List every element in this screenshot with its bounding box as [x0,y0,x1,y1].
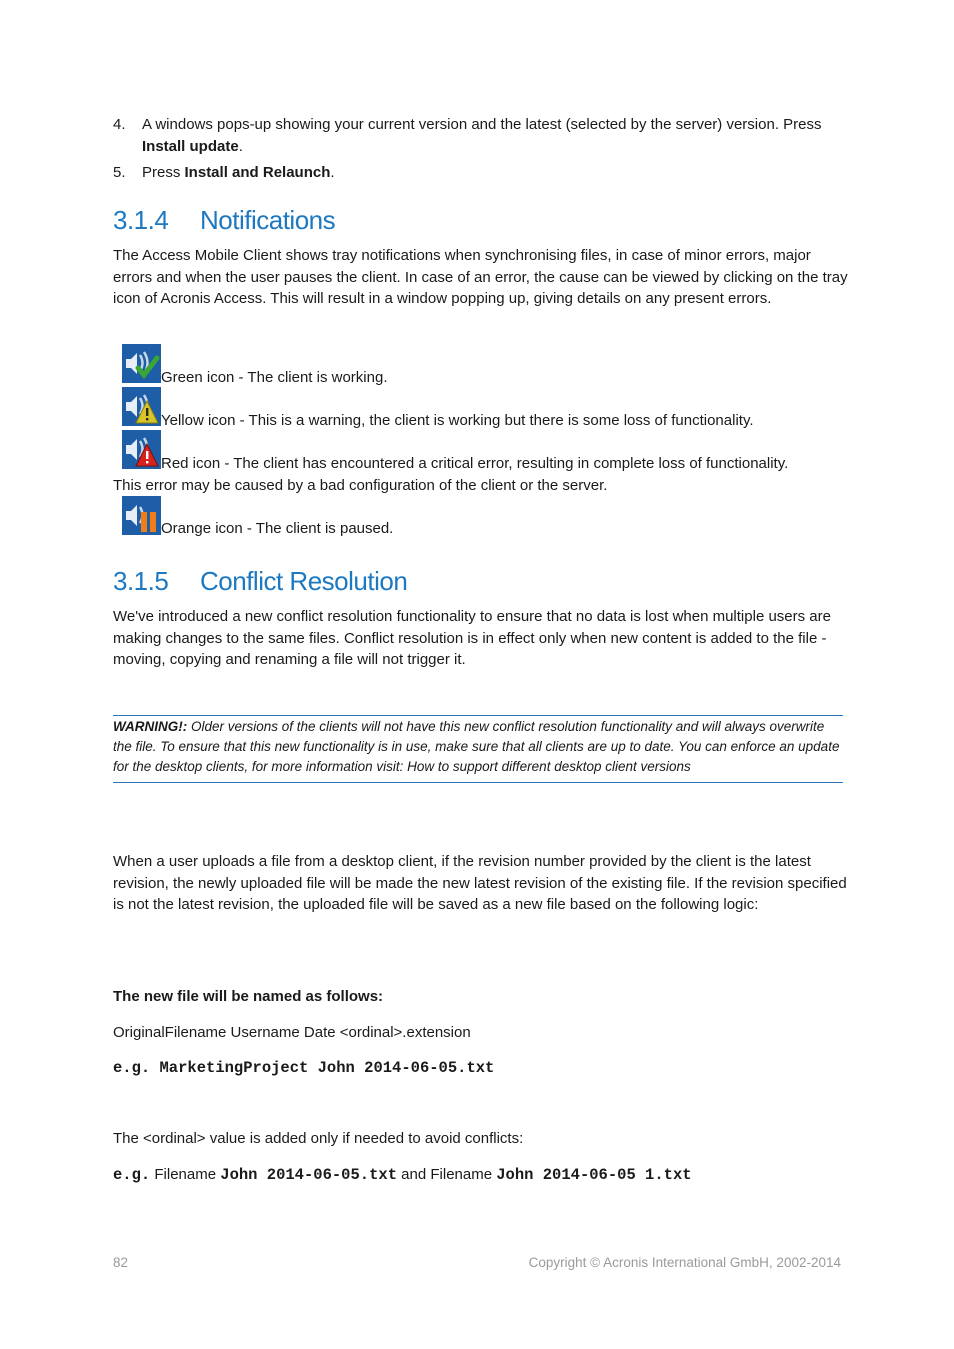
notifications-intro: The Access Mobile Client shows tray notifications when synchronising files, in case of minor errors, major errors and when the user pauses the client. In case of an error, the cause can be viewed by clicking on the tray icon of Acronis Access. This will result in a window popping up, giving details on any present errors. [113,247,848,307]
naming-heading: The new file will be named as follows: [113,988,384,1005]
section-title: Notifications [200,205,336,235]
orange-pause-icon [122,496,161,535]
list-text: A windows pops-up showing your current version and the latest (selected by the server) version. Press Install update. [142,116,822,155]
copyright-text: Copyright © Acronis International GmbH, 2002-2014 [528,1255,841,1270]
section-title: Conflict Resolution [200,566,408,596]
red-icon-text-continued: This error may be caused by a bad configuration of the client or the server. [113,477,608,494]
green-check-icon [122,344,161,383]
page-number: 82 [113,1255,129,1270]
list-item-4 [113,114,848,157]
section-number: 3.1.5 [113,566,169,596]
conflict-intro: We've introduced a new conflict resolution functionality to ensure that no data is lost when multiple users are making changes to the same files. Conflict resolution is in effect only when new content is added to the file - moving, copying and renaming a file will not trigger it. [113,608,831,668]
warning-label: WARNING!: [113,719,188,734]
heading-conflict-resolution [113,566,407,596]
ordinal-text: The <ordinal> value is added only if needed to avoid conflicts: [113,1130,524,1147]
example-filename: e.g. MarketingProject John 2014-06-05.txt [113,1059,495,1077]
yellow-icon-text: Yellow icon - This is a warning, the client is working but there is some loss of functionality. [161,412,754,429]
naming-pattern: OriginalFilename Username Date <ordinal>.extension [113,1024,471,1041]
warning-text: Older versions of the clients will not have this new conflict resolution functionality and will always overwrite the file. To ensure that this new functionality is in use, make sure that all clients are up to date. You can enforce an update for the desktop clients, for more information visit: How to support different desktop client versions [113,719,840,774]
yellow-warning-icon [122,387,161,426]
orange-icon-text: Orange icon - The client is paused. [161,520,394,537]
warning-box [113,715,843,783]
green-icon-text: Green icon - The client is working. [161,369,388,386]
list-number: 5. [113,164,126,181]
list-number: 4. [113,116,126,133]
list-item-5 [113,162,848,184]
red-icon-text: Red icon - The client has encountered a critical error, resulting in complete loss of functionality. [161,455,789,472]
section-number: 3.1.4 [113,205,169,235]
install-relaunch-label: Install and Relaunch [184,164,331,181]
list-text: Press Install and Relaunch. [142,164,335,181]
red-error-icon [122,430,161,469]
ordinal-example: e.g. Filename John 2014-06-05.txt and Filename John 2014-06-05 1.txt [113,1166,692,1184]
heading-notifications [113,205,335,235]
upload-logic-text: When a user uploads a file from a desktop client, if the revision number provided by the client is the latest revision, the newly uploaded file will be made the new latest revision of the existing file. If the revision specified is not the latest revision, the uploaded file will be saved as a new file based on the following logic: [113,853,847,913]
install-update-label: Install update [142,137,239,155]
